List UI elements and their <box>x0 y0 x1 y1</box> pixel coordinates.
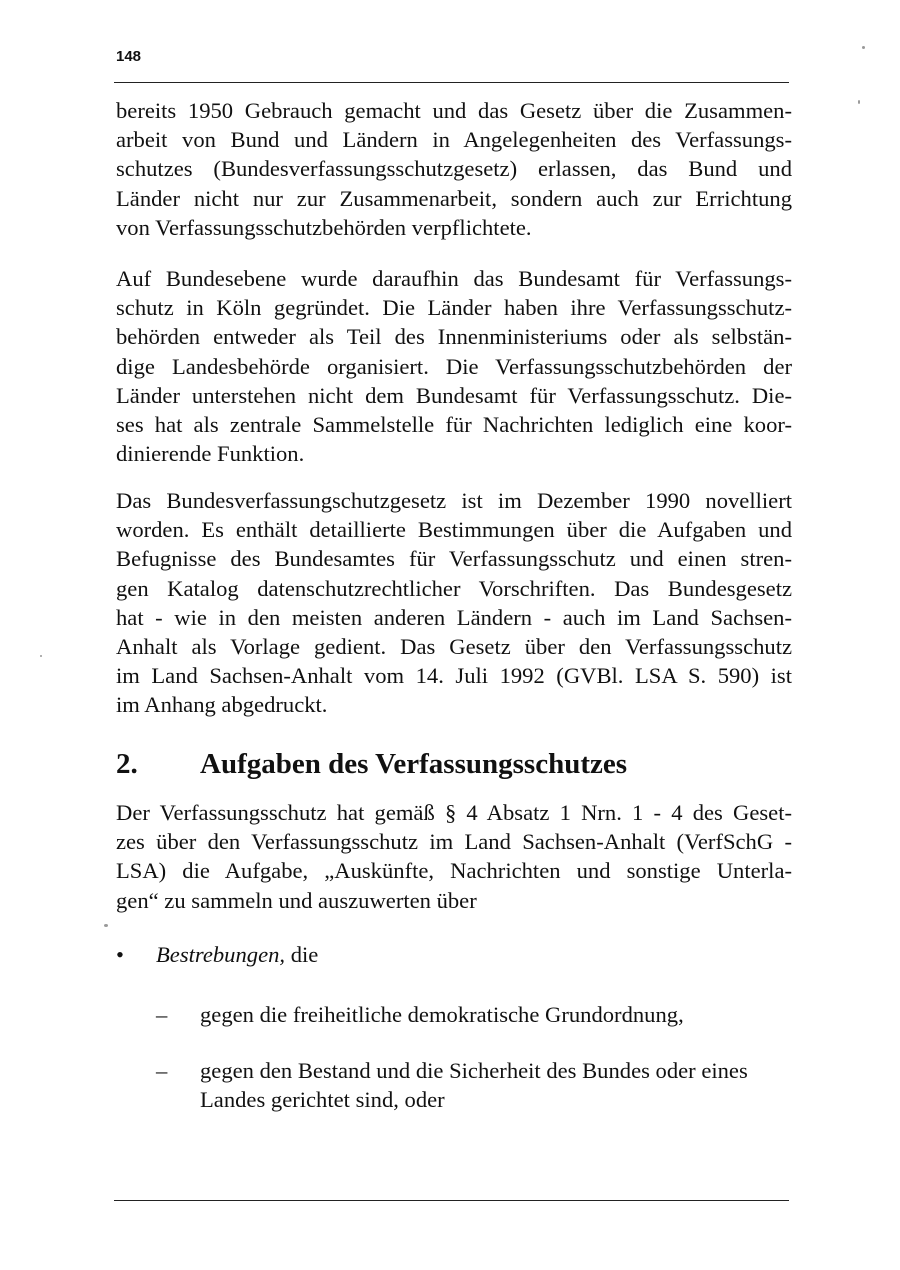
text-line: Auf Bundesebene wurde daraufhin das Bundesamt für Verfassungs- <box>116 266 792 291</box>
text-line: Der Verfassungsschutz hat gemäß § 4 Absatz 1 Nrn. 1 - 4 des Geset- <box>116 800 792 825</box>
text-line: zes über den Verfassungsschutz im Land Sachsen-Anhalt (VerfSchG - <box>116 829 792 855</box>
text-line: LSA) die Aufgabe, „Auskünfte, Nachrichten und sonstige Unterla- <box>116 858 792 884</box>
dash-text <box>200 1056 800 1114</box>
bullet-italic: Bestrebungen, <box>156 942 286 967</box>
paragraph-3 <box>116 486 792 720</box>
text-line: hat - wie in den meisten anderen Ländern - auch im Land Sachsen- <box>116 604 792 630</box>
text-line: Landes gerichtet sind, oder <box>200 1087 445 1113</box>
dash-item <box>156 1000 796 1030</box>
text-line: worden. Es enthält detaillierte Bestimmungen über die Aufgaben und <box>116 517 792 543</box>
text-line: gen“ zu sammeln und auszuwerten über <box>116 887 477 913</box>
paragraph-1 <box>116 96 792 242</box>
scan-speck <box>40 655 42 657</box>
text-line: Anhalt als Vorlage gedient. Das Gesetz über den Verfassungsschutz <box>116 634 792 660</box>
text-line: im Anhang abgedruckt. <box>116 692 328 718</box>
paragraph-2 <box>116 264 792 468</box>
section-title: Aufgaben des Verfassungsschutzes <box>200 748 628 780</box>
text-line: im Land Sachsen-Anhalt vom 14. Juli 1992 (GVBl. LSA S. 590) ist <box>116 663 792 689</box>
text-line: schutzes (Bundesverfassungsschutzgesetz) erlassen, das Bund und <box>116 156 792 182</box>
bullet-icon: • <box>116 942 124 967</box>
scan-speck <box>858 100 860 104</box>
text-line: dige Landesbehörde organisiert. Die Verfassungsschutzbehörden der <box>116 353 792 379</box>
text-line: gen Katalog datenschutzrechtlicher Vorschriften. Das Bundesgesetz <box>116 575 792 601</box>
dash-item <box>156 1056 796 1116</box>
text-line: bereits 1950 Gebrauch gemacht und das Gesetz über die Zusammen- <box>116 98 792 123</box>
page-number: 148 <box>116 48 142 65</box>
text-line: arbeit von Bund und Ländern in Angelegenheiten des Verfassungs- <box>116 127 792 153</box>
text-line: gegen den Bestand und die Sicherheit des Bundes oder eines <box>200 1058 748 1083</box>
dash-icon: – <box>156 1002 168 1027</box>
dash-icon: – <box>156 1058 168 1083</box>
text-line: Länder unterstehen nicht dem Bundesamt für Verfassungsschutz. Die- <box>116 382 792 408</box>
text-line: Das Bundesverfassungschutzgesetz ist im Dezember 1990 novelliert <box>116 488 792 513</box>
bullet-text <box>156 940 318 969</box>
section-heading <box>116 748 627 781</box>
text-line: Länder nicht nur zur Zusammenarbeit, sondern auch zur Errichtung <box>116 185 792 211</box>
dash-text <box>200 1000 800 1029</box>
footer-rule <box>114 1200 789 1201</box>
text-line: schutz in Köln gegründet. Die Länder haben ihre Verfassungsschutz- <box>116 295 792 321</box>
scan-speck <box>862 46 865 49</box>
section-number: 2. <box>116 748 138 780</box>
scan-speck <box>104 924 108 927</box>
text-line: von Verfassungsschutzbehörden verpflichtete. <box>116 214 532 240</box>
text-line: Befugnisse des Bundesamtes für Verfassungsschutz und einen stren- <box>116 546 792 572</box>
bullet-rest: die <box>285 942 319 967</box>
text-line: gegen die freiheitliche demokratische Grundordnung, <box>200 1002 684 1027</box>
header-rule <box>114 82 789 83</box>
bullet-item <box>116 940 796 970</box>
text-line: dinierende Funktion. <box>116 441 305 467</box>
section-paragraph <box>116 798 792 915</box>
text-line: behörden entweder als Teil des Innenministeriums oder als selbstän- <box>116 324 792 350</box>
text-line: ses hat als zentrale Sammelstelle für Nachrichten lediglich eine koor- <box>116 412 792 438</box>
